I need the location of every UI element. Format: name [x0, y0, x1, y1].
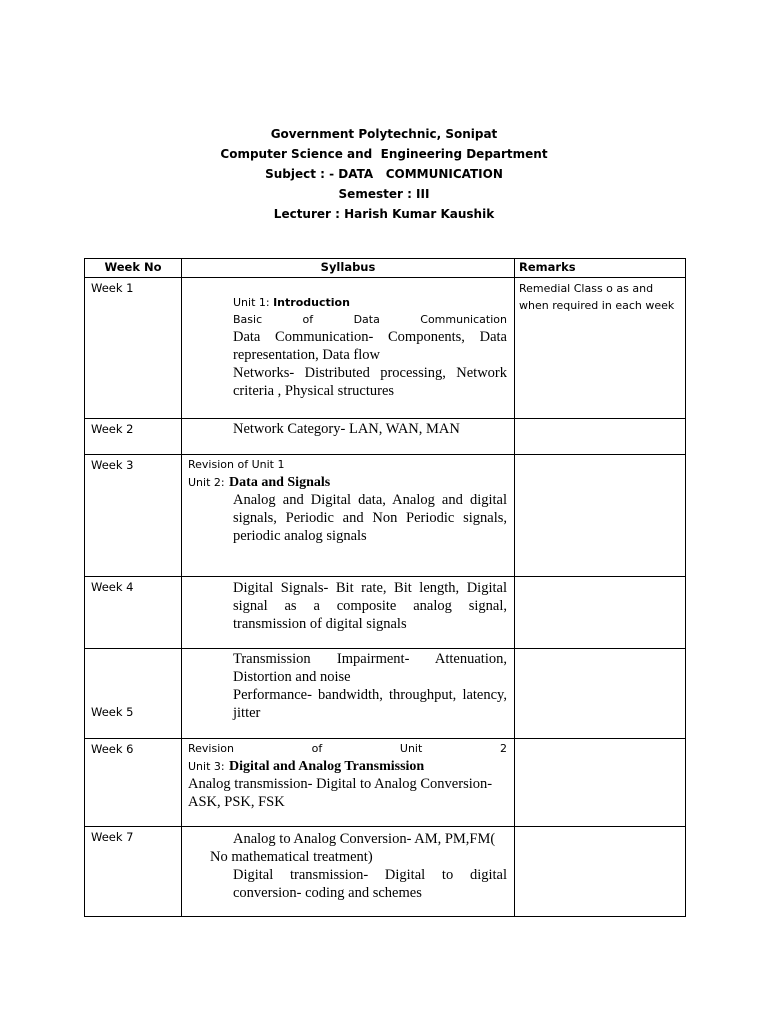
remarks-cell: [515, 455, 686, 577]
remarks-cell: [515, 739, 686, 827]
week-cell: Week 6: [85, 739, 182, 827]
remarks-cell: [515, 577, 686, 649]
subject-line: Subject : - DATA COMMUNICATION: [265, 167, 503, 181]
table-row: [85, 455, 686, 577]
department-name: Computer Science and Engineering Department: [220, 147, 548, 161]
document-header: [0, 124, 768, 224]
syllabus-cell: [182, 739, 515, 827]
unit-heading: Unit 2: Data and Signals: [188, 475, 331, 490]
week-cell: Week 7: [85, 827, 182, 917]
topic-text: Digital transmission- Digital to digital conversion- coding and schemes: [233, 867, 507, 901]
topic-text: Network Category- LAN, WAN, MAN: [233, 421, 460, 437]
table-header-row: [85, 259, 686, 278]
basic-line: Basic of Data Communication: [233, 313, 507, 326]
week-cell: Week 5: [85, 649, 182, 739]
remarks-cell: [515, 419, 686, 455]
column-header-week: Week No: [85, 259, 182, 278]
topic-text: Networks- Distributed processing, Network criteria , Physical structures: [233, 365, 507, 399]
week-cell: Week 2: [85, 419, 182, 455]
semester-line: Semester : III: [338, 187, 430, 201]
topic-text: Analog to Analog Conversion- AM, PM,FM(: [233, 831, 496, 847]
table-row: [85, 419, 686, 455]
topic-text: Digital Signals- Bit rate, Bit length, Digital signal as a composite analog signal, transmission of digital signals: [233, 580, 507, 632]
syllabus-cell: [182, 649, 515, 739]
week-cell: Week 1: [85, 278, 182, 419]
topic-text: Transmission Impairment- Attenuation, Distortion and noise: [233, 651, 507, 685]
remarks-cell: [515, 827, 686, 917]
table-row: [85, 739, 686, 827]
topic-text: Data Communication- Components, Data representation, Data flow: [233, 329, 507, 363]
column-header-syllabus: Syllabus: [182, 259, 515, 278]
lecturer-line: Lecturer : Harish Kumar Kaushik: [273, 207, 495, 221]
syllabus-cell: [182, 455, 515, 577]
unit-heading: Unit 1: Introduction: [233, 296, 350, 309]
syllabus-cell: [182, 278, 515, 419]
topic-text: Analog transmission- Digital to Analog Conversion- ASK, PSK, FSK: [188, 776, 493, 810]
topic-text: Analog and Digital data, Analog and digital signals, Periodic and Non Periodic signals, periodic analog signals: [233, 492, 507, 544]
week-cell: Week 3: [85, 455, 182, 577]
week-cell: Week 4: [85, 577, 182, 649]
revision-line: Revision of Unit 1: [188, 458, 285, 471]
syllabus-table: [84, 258, 686, 917]
syllabus-cell: [182, 577, 515, 649]
syllabus-cell: [182, 419, 515, 455]
unit-heading: Unit 3: Digital and Analog Transmission: [188, 759, 425, 774]
table-row: [85, 827, 686, 917]
remarks-cell: [515, 649, 686, 739]
syllabus-cell: [182, 827, 515, 917]
institution-name: Government Polytechnic, Sonipat: [270, 127, 498, 141]
topic-text: Performance- bandwidth, throughput, latency, jitter: [233, 687, 507, 721]
remarks-cell: Remedial Class o as and when required in each week: [515, 278, 686, 419]
column-header-remarks: Remarks: [515, 259, 686, 278]
table-row: [85, 278, 686, 419]
table-row: [85, 649, 686, 739]
revision-line: Revision of Unit 2: [188, 742, 507, 755]
table-row: [85, 577, 686, 649]
topic-text: No mathematical treatment): [210, 849, 373, 865]
